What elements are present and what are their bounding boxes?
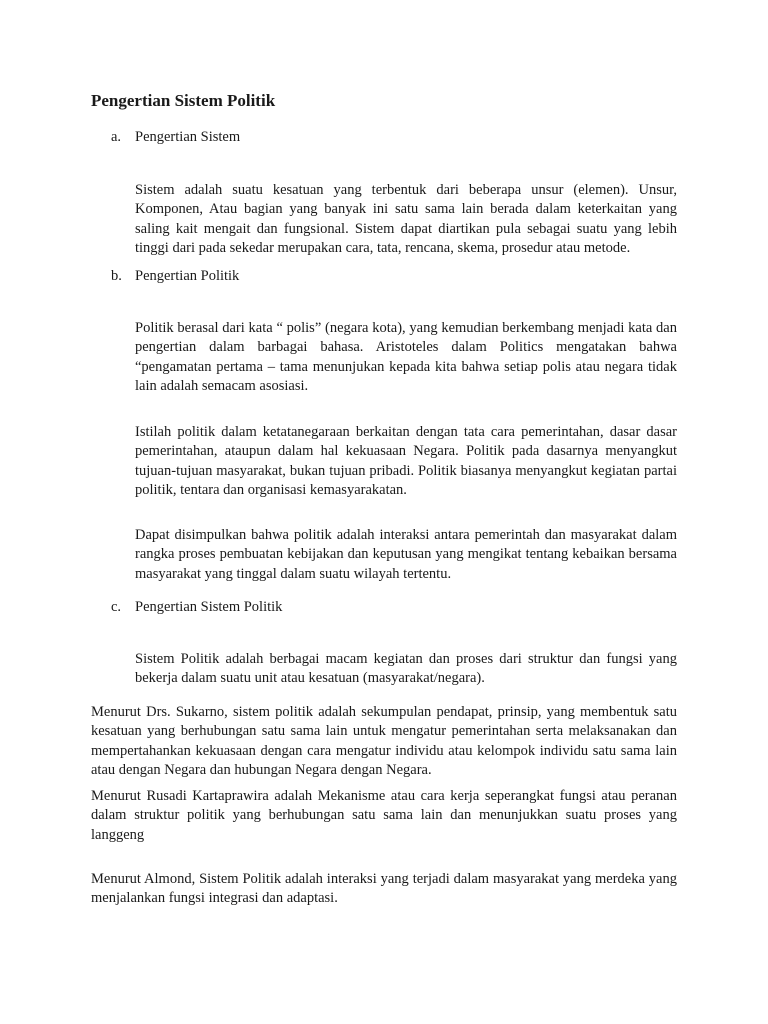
section-b-title: Pengertian Politik: [135, 268, 240, 284]
section-c-title: Pengertian Sistem Politik: [135, 599, 283, 615]
closing-paragraph-almond: Menurut Almond, Sistem Politik adalah interaksi yang terjadi dalam masyarakat yang merdeka yang menjalankan fungsi integrasi dan adaptasi.: [91, 871, 677, 907]
section-b-paragraph-1: Politik berasal dari kata “ polis” (negara kota), yang kemudian berkembang menjadi kata dan pengertian dalam barbagai bahasa. Aristoteles dalam Politics mengatakan bahwa “pengamatan pertama – tama menunjukan kepada kita bahwa setiap polis atau negara tidak lain adalah semacam asosiasi.: [135, 320, 677, 394]
section-a-title: Pengertian Sistem: [135, 129, 241, 145]
section-a-letter: a.: [111, 129, 122, 145]
section-a-heading: [111, 127, 240, 147]
section-a-paragraph-1: Sistem adalah suatu kesatuan yang terbentuk dari beberapa unsur (elemen). Unsur, Komponen, Atau bagian yang banyak ini satu sama lain berada dalam keterkaitan yang saling kait mengait dan fungsional. Sistem dapat diartikan pula sebagai suatu yang lebih tinggi dari pada sekedar merupakan cara, tata, rencana, skema, prosedur atau metode.: [135, 182, 677, 256]
section-c-paragraph-1: Sistem Politik adalah berbagai macam kegiatan dan proses dari struktur dan fungsi yang bekerja dalam suatu unit atau kesatuan (masyarakat/negara).: [135, 651, 677, 687]
section-b-paragraph-3: Dapat disimpulkan bahwa politik adalah interaksi antara pemerintah dan masyarakat dalam rangka proses pembuatan kebijakan dan keputusan yang mengikat tentang kebaikan bersama masyarakat yang tinggal dalam suatu wilayah tertentu.: [135, 527, 677, 582]
section-b-heading: [111, 266, 239, 286]
section-b-letter: b.: [111, 268, 122, 284]
document-title: Pengertian Sistem Politik: [91, 91, 276, 110]
section-c-letter: c.: [111, 599, 122, 615]
section-b-paragraph-2: Istilah politik dalam ketatanegaraan berkaitan dengan tata cara pemerintahan, dasar dasar pemerintahan, ataupun dalam hal kekuasaan Negara. Politik pada dasarnya menyangkut tujuan-tujuan masyarakat, bukan tujuan pribadi. Politik biasanya menyangkut kegiatan partai politik, tentara dan organisasi kemasyarakatan.: [135, 424, 677, 498]
closing-paragraph-sukarno: Menurut Drs. Sukarno, sistem politik adalah sekumpulan pendapat, prinsip, yang membentuk satu kesatuan yang berhubungan satu sama lain untuk mengatur pemerintahan serta melaksanakan dan mempertahankan kekuasaan dengan cara mengatur individu atau kelompok individu satu sama lain atau dengan Negara dan hubungan Negara dengan Negara.: [91, 704, 677, 778]
section-c-heading: [111, 597, 282, 617]
closing-paragraph-kartaprawira: Menurut Rusadi Kartaprawira adalah Mekanisme atau cara kerja seperangkat fungsi atau peranan dalam struktur politik yang berhubungan satu sama lain dan menunjukkan suatu proses yang langgeng: [91, 788, 677, 843]
